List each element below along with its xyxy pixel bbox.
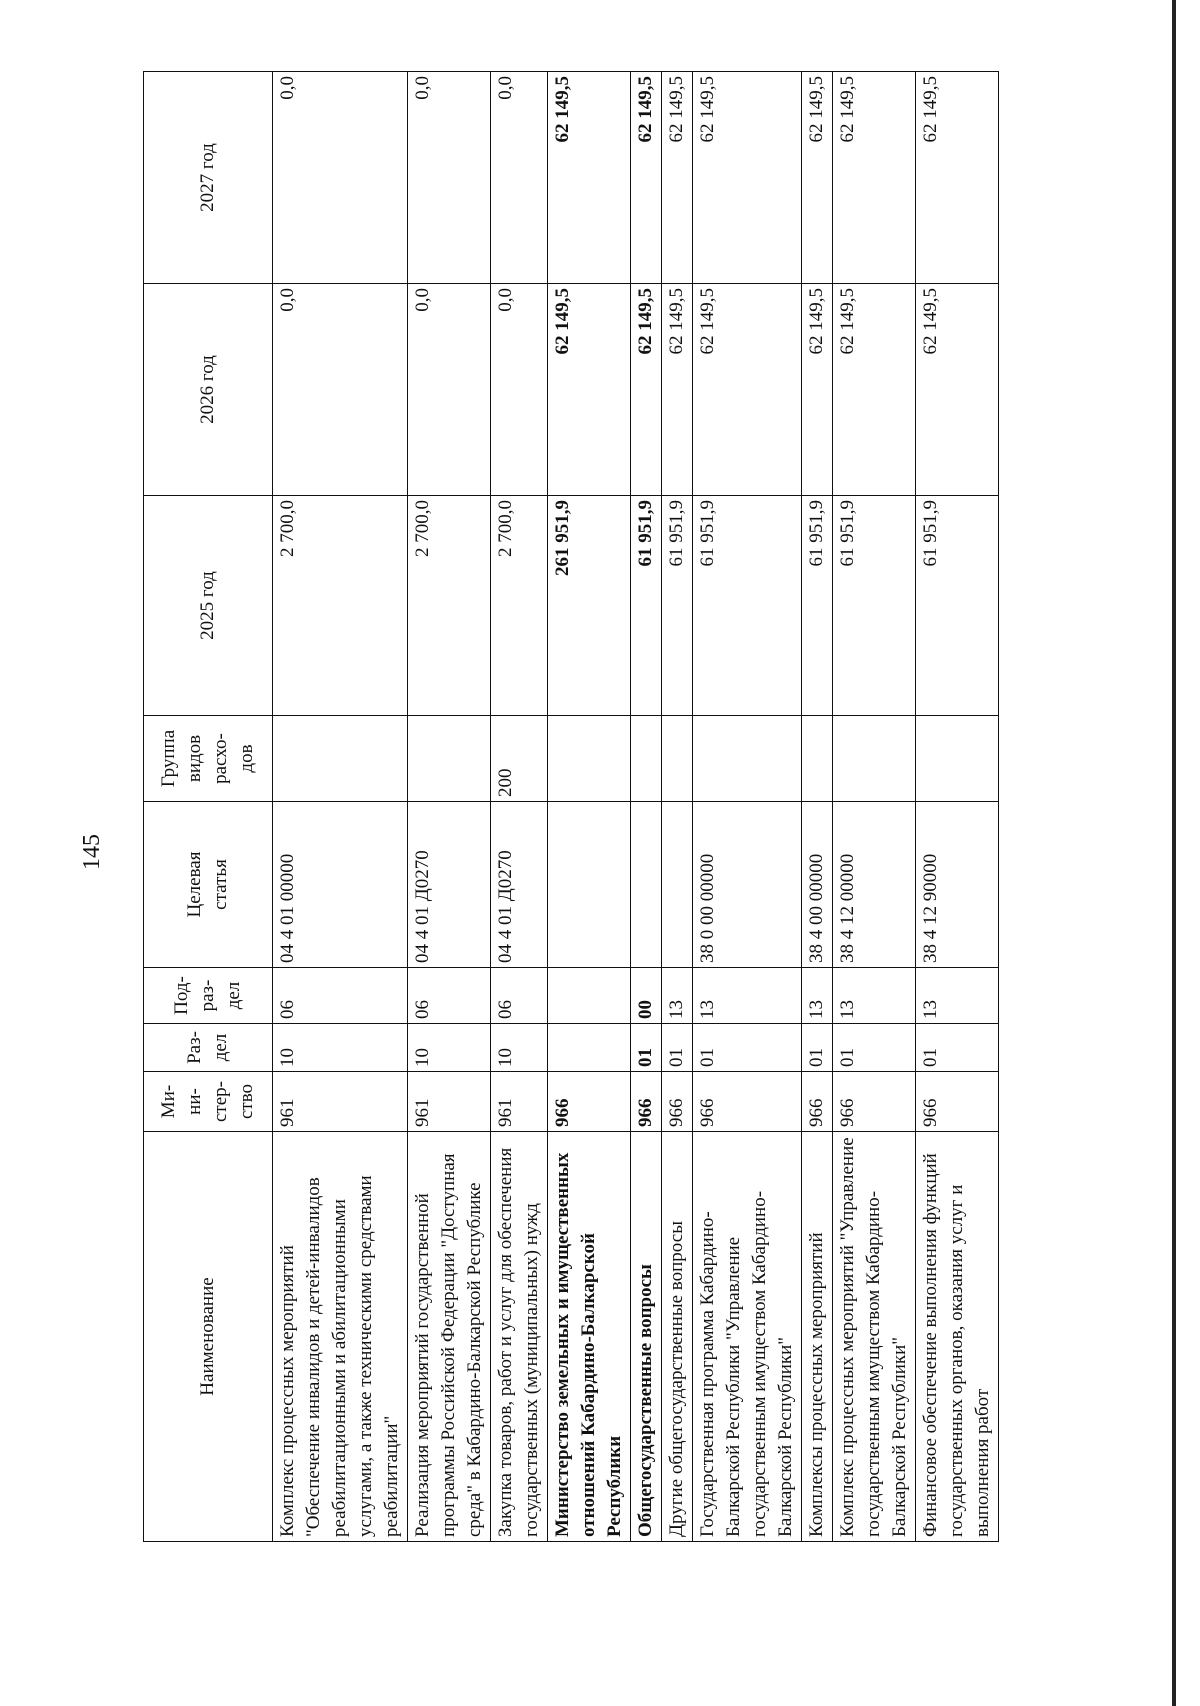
cell-subsection	[548, 968, 631, 1024]
cell-target: 04 4 01 Д0270	[491, 802, 548, 968]
cell-section: 01	[662, 1024, 693, 1072]
header-2027: 2027 год	[144, 72, 273, 284]
cell-ministry: 966	[631, 1072, 662, 1132]
cell-name: Комплексы процессных мероприятий	[802, 1132, 833, 1542]
cell-section: 01	[916, 1024, 999, 1072]
cell-target: 38 4 12 90000	[916, 802, 999, 968]
cell-ministry: 966	[548, 1072, 631, 1132]
cell-ministry: 961	[408, 1072, 491, 1132]
cell-2025: 2 700,0	[408, 496, 491, 716]
cell-target	[662, 802, 693, 968]
cell-2027: 62 149,5	[916, 72, 999, 284]
cell-2026: 62 149,5	[833, 284, 916, 496]
table-row	[491, 72, 548, 1542]
cell-ministry: 966	[833, 1072, 916, 1132]
cell-2026: 62 149,5	[802, 284, 833, 496]
cell-subsection: 13	[693, 968, 802, 1024]
cell-target: 04 4 01 Д0270	[408, 802, 491, 968]
cell-section: 01	[631, 1024, 662, 1072]
cell-ministry: 966	[802, 1072, 833, 1132]
cell-2027: 62 149,5	[802, 72, 833, 284]
cell-target: 04 4 01 00000	[273, 802, 408, 968]
table-row	[631, 72, 662, 1542]
cell-subsection: 13	[802, 968, 833, 1024]
table-row	[916, 72, 999, 1542]
cell-target	[631, 802, 662, 968]
cell-group	[408, 716, 491, 802]
table-row	[833, 72, 916, 1542]
cell-group	[273, 716, 408, 802]
budget-table	[143, 71, 999, 1542]
scan-edge-line	[1172, 0, 1176, 1706]
cell-2025: 61 951,9	[662, 496, 693, 716]
cell-name: Финансовое обеспечение выполнения функций государственных органов, оказания услуг и выполнения работ	[916, 1132, 999, 1542]
cell-target: 38 4 12 00000	[833, 802, 916, 968]
header-2025: 2025 год	[144, 496, 273, 716]
cell-2025: 2 700,0	[491, 496, 548, 716]
cell-name: Другие общегосударственные вопросы	[662, 1132, 693, 1542]
cell-2026: 0,0	[408, 284, 491, 496]
cell-2027: 62 149,5	[693, 72, 802, 284]
cell-2025: 61 951,9	[802, 496, 833, 716]
cell-group: 200	[491, 716, 548, 802]
header-section: Раз- дел	[144, 1024, 273, 1072]
cell-2025: 61 951,9	[833, 496, 916, 716]
cell-group	[802, 716, 833, 802]
cell-2026: 62 149,5	[916, 284, 999, 496]
cell-subsection: 13	[662, 968, 693, 1024]
header-2026: 2026 год	[144, 284, 273, 496]
cell-2025: 261 951,9	[548, 496, 631, 716]
table-row	[662, 72, 693, 1542]
cell-ministry: 961	[491, 1072, 548, 1132]
cell-subsection: 06	[491, 968, 548, 1024]
cell-name: Закупка товаров, работ и услуг для обеспечения государственных (муниципальных) нужд	[491, 1132, 548, 1542]
header-ministry: Ми- ни- стер- ство	[144, 1072, 273, 1132]
cell-2025: 2 700,0	[273, 496, 408, 716]
cell-group	[662, 716, 693, 802]
cell-2027: 0,0	[408, 72, 491, 284]
cell-section: 01	[693, 1024, 802, 1072]
cell-group	[631, 716, 662, 802]
cell-section: 01	[833, 1024, 916, 1072]
header-name: Наименование	[144, 1132, 273, 1542]
table-row	[273, 72, 408, 1542]
cell-2027: 62 149,5	[833, 72, 916, 284]
cell-subsection: 13	[916, 968, 999, 1024]
table-row	[802, 72, 833, 1542]
cell-group	[833, 716, 916, 802]
cell-2027: 62 149,5	[662, 72, 693, 284]
cell-2026: 0,0	[491, 284, 548, 496]
cell-name: Общегосударственные вопросы	[631, 1132, 662, 1542]
table-row	[408, 72, 491, 1542]
cell-subsection: 00	[631, 968, 662, 1024]
cell-section: 01	[802, 1024, 833, 1072]
cell-section: 10	[491, 1024, 548, 1072]
page-number: 145	[78, 834, 105, 870]
cell-group	[548, 716, 631, 802]
header-row	[144, 72, 273, 1542]
cell-name: Комплекс процессных мероприятий "Управление государственным имуществом Кабардино-Балкарской Республики"	[833, 1132, 916, 1542]
cell-name: Комплекс процессных мероприятий "Обеспечение инвалидов и детей-инвалидов реабилитационными и абилитационными услугами, а также техническими средствами реабилитации"	[273, 1132, 408, 1542]
header-group: Группа видов расхо- дов	[144, 716, 273, 802]
rotated-table-frame	[143, 72, 993, 1542]
cell-ministry: 966	[693, 1072, 802, 1132]
cell-2025: 61 951,9	[631, 496, 662, 716]
cell-name: Министерство земельных и имущественных отношений Кабардино-Балкарской Республики	[548, 1132, 631, 1542]
table-row	[693, 72, 802, 1542]
cell-section: 10	[408, 1024, 491, 1072]
cell-2027: 62 149,5	[548, 72, 631, 284]
cell-section: 10	[273, 1024, 408, 1072]
cell-2026: 62 149,5	[693, 284, 802, 496]
cell-subsection: 13	[833, 968, 916, 1024]
cell-subsection: 06	[408, 968, 491, 1024]
table-row	[548, 72, 631, 1542]
cell-group	[916, 716, 999, 802]
cell-2026: 62 149,5	[631, 284, 662, 496]
table-wrapper	[143, 72, 993, 1542]
cell-name: Реализация мероприятий государственной программы Российской Федерации "Доступная среда" в Кабардино-Балкарской Республике	[408, 1132, 491, 1542]
cell-2026: 62 149,5	[548, 284, 631, 496]
cell-ministry: 966	[662, 1072, 693, 1132]
cell-name: Государственная программа Кабардино-Балкарской Республики "Управление государственным имуществом Кабардино-Балкарской Республики"	[693, 1132, 802, 1542]
cell-target: 38 4 00 00000	[802, 802, 833, 968]
cell-subsection: 06	[273, 968, 408, 1024]
header-target: Целевая статья	[144, 802, 273, 968]
cell-group	[693, 716, 802, 802]
cell-ministry: 966	[916, 1072, 999, 1132]
cell-2026: 0,0	[273, 284, 408, 496]
cell-2027: 62 149,5	[631, 72, 662, 284]
cell-target	[548, 802, 631, 968]
cell-2027: 0,0	[273, 72, 408, 284]
cell-target: 38 0 00 00000	[693, 802, 802, 968]
cell-section	[548, 1024, 631, 1072]
cell-2025: 61 951,9	[693, 496, 802, 716]
cell-2026: 62 149,5	[662, 284, 693, 496]
cell-ministry: 961	[273, 1072, 408, 1132]
cell-2027: 0,0	[491, 72, 548, 284]
cell-2025: 61 951,9	[916, 496, 999, 716]
header-subsection: Под- раз- дел	[144, 968, 273, 1024]
